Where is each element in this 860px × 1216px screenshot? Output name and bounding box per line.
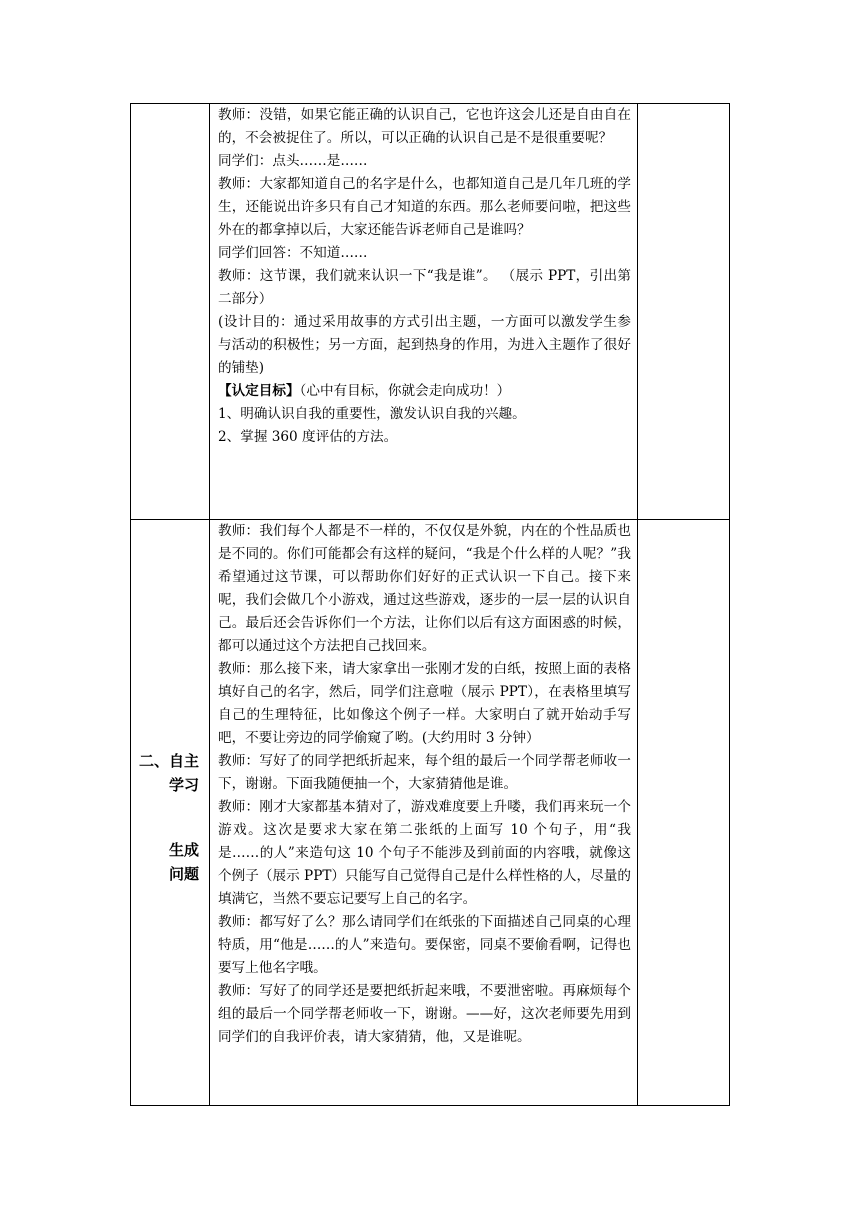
notes-cell bbox=[638, 104, 730, 520]
paragraph: 教师：都写好了么？那么请同学们在纸张的下面描述自己同桌的心理特质，用“他是……的人”来造句。要保密，同桌不要偷看啊，记得也要写上他名字哦。 bbox=[218, 914, 631, 976]
table-row bbox=[131, 520, 730, 1106]
paragraph: 教师：写好了的同学还是要把纸折起来哦，不要泄密啦。再麻烦每个组的最后一个同学帮老师收一下，谢谢。——好，这次老师要先用到同学们的自我评价表，请大家猜猜，他，又是谁呢。 bbox=[218, 983, 631, 1045]
goal-item: 1、明确认识自我的重要性，激发认识自我的兴趣。 bbox=[218, 406, 526, 422]
paragraph: 教师：这节课，我们就来认识一下“我是谁”。 （展示 PPT，引出第二部分） bbox=[218, 268, 631, 307]
stage-label-line: 二、自主 bbox=[138, 752, 199, 770]
paragraph: 教师：大家都知道自己的名字是什么，也都知道自己是几年几班的学生，还能说出许多只有自己才知道的东西。那么老师要问啦，把这些外在的都拿掉以后，大家还能告诉老师自己是谁吗？ bbox=[218, 176, 631, 238]
paragraph: 同学们回答：不知道…… bbox=[218, 245, 368, 261]
goal-heading: 【认定目标】 bbox=[218, 383, 300, 399]
notes-cell bbox=[638, 520, 730, 1106]
goal-line bbox=[218, 380, 631, 403]
goal-item: 2、掌握 360 度评估的方法。 bbox=[218, 429, 398, 445]
paragraph: 教师：写好了的同学把纸折起来，每个组的最后一个同学帮老师收一下，谢谢。下面我随便抽一个，大家猜猜他是谁。 bbox=[218, 753, 631, 792]
content-cell bbox=[210, 520, 638, 1106]
paragraph: 教师：刚才大家都基本猜对了，游戏难度要上升喽，我们再来玩一个游戏。这次是要求大家在第二张纸的上面写 10 个句子，用“我是……的人”来造句这 10 个句子不能涉及到前面的内容哦，就像这个例子（展示 PPT）只能写自己觉得自己是什么样性格的人，尽量的填满它，当然不要忘记要写上自己的名字。 bbox=[218, 799, 631, 907]
stage-label-cell bbox=[131, 104, 210, 520]
paragraph: (设计目的：通过采用故事的方式引出主题，一方面可以激发学生参与活动的积极性；另一方面，起到热身的作用，为进入主题作了很好的铺垫) bbox=[218, 314, 631, 376]
goal-note: （心中有目标，你就会走向成功！） bbox=[299, 383, 511, 399]
stage-label-line: 生成 bbox=[168, 841, 199, 859]
content-cell bbox=[210, 104, 638, 520]
stage-sublabel bbox=[169, 838, 199, 886]
table-row bbox=[131, 104, 730, 520]
stage-label bbox=[139, 749, 199, 797]
paragraph: 教师：没错，如果它能正确的认识自己，它也许这会儿还是自由自在的，不会被捉住了。所以，可以正确的认识自己是不是很重要呢？ bbox=[218, 107, 631, 146]
stage-label-cell bbox=[131, 520, 210, 1106]
lesson-plan-table bbox=[130, 103, 730, 1106]
stage-label-line: 问题 bbox=[168, 865, 199, 883]
paragraph: 教师：我们每个人都是不一样的，不仅仅是外貌，内在的个性品质也是不同的。你们可能都会有这样的疑问，“我是个什么样的人呢？”我希望通过这节课，可以帮助你们好好的正式认识一下自己。接下来呢，我们会做几个小游戏，通过这些游戏，逐步的一层一层的认识自己。最后还会告诉你们一个方法，让你们以后有这方面困惑的时候，都可以通过这个方法把自己找回来。 bbox=[218, 523, 631, 654]
paragraph: 教师：那么接下来，请大家拿出一张刚才发的白纸，按照上面的表格填好自己的名字，然后，同学们注意啦（展示 PPT），在表格里填写自己的生理特征，比如像这个例子一样。大家明白了就开始动手写吧，不要让旁边的同学偷窥了哟。(大约用时 3 分钟） bbox=[218, 661, 631, 746]
stage-label-line: 学习 bbox=[168, 776, 199, 794]
paragraph: 同学们：点头……是…… bbox=[218, 153, 368, 169]
